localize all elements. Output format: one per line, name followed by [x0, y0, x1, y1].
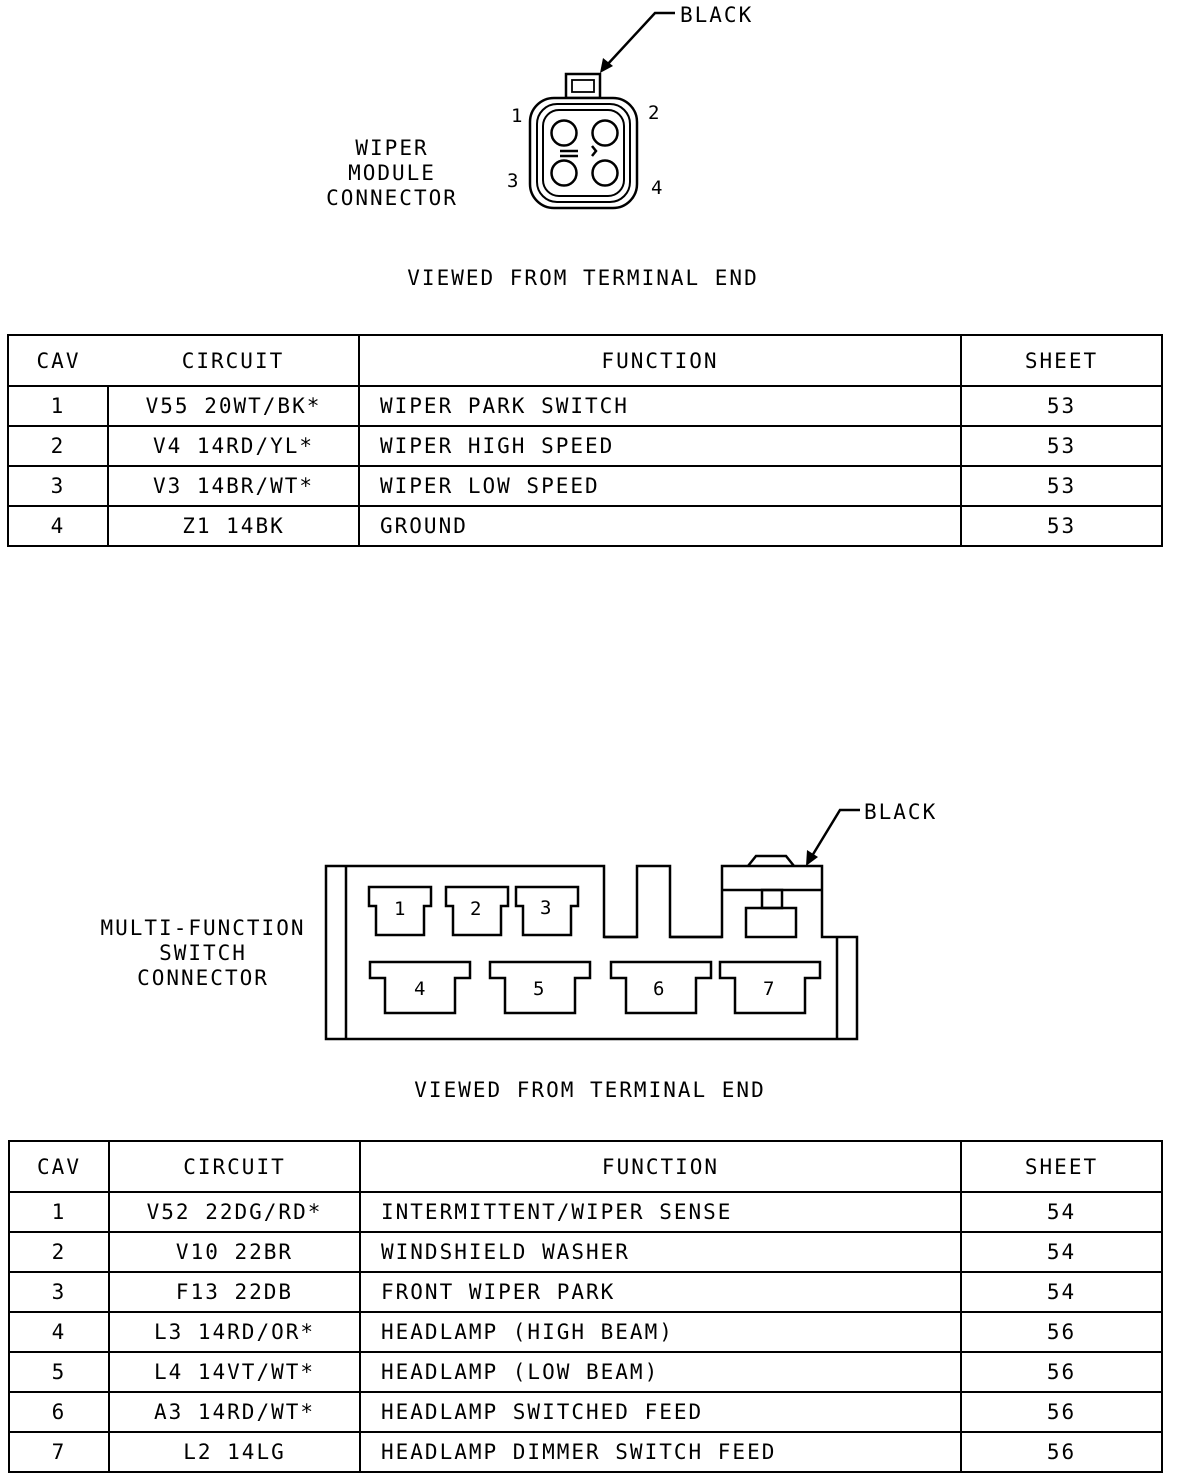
table-row — [9, 1392, 1162, 1432]
circuit-cell: L3 14RD/OR* — [109, 1312, 360, 1352]
function-cell: FRONT WIPER PARK — [360, 1272, 961, 1312]
circuit-cell: Z1 14BK — [108, 506, 359, 546]
table-row — [9, 1312, 1162, 1352]
cav-cell: 2 — [8, 426, 108, 466]
circuit-cell: V52 22DG/RD* — [109, 1192, 360, 1232]
table-row — [9, 1192, 1162, 1232]
sheet-cell: 53 — [961, 426, 1162, 466]
cav-cell: 1 — [8, 386, 108, 426]
multifunction-table-header-row — [9, 1141, 1162, 1192]
function-cell: WINDSHIELD WASHER — [360, 1232, 961, 1272]
cav-cell: 4 — [9, 1312, 109, 1352]
wiper-connector-label-line-3: CONNECTOR — [326, 186, 458, 210]
multifunction-connector-label-line-2: SWITCH — [159, 941, 247, 965]
function-cell: INTERMITTENT/WIPER SENSE — [360, 1192, 961, 1232]
multifunction-pin-label-1: 1 — [394, 898, 406, 920]
function-cell: HEADLAMP (HIGH BEAM) — [360, 1312, 961, 1352]
function-cell: HEADLAMP (LOW BEAM) — [360, 1352, 961, 1392]
multifunction-connector-label-line-1: MULTI-FUNCTION — [100, 916, 306, 940]
table-row — [9, 1352, 1162, 1392]
multifunction-pin-label-6: 6 — [653, 978, 665, 1000]
multifunction-header-cav: CAV — [9, 1141, 109, 1192]
multifunction-pin-label-7: 7 — [763, 978, 775, 1000]
sheet-cell: 53 — [961, 506, 1162, 546]
multifunction-pin-label-4: 4 — [414, 978, 426, 1000]
function-cell: WIPER LOW SPEED — [359, 466, 961, 506]
cav-cell: 3 — [8, 466, 108, 506]
multifunction-cavity-table — [8, 1140, 1163, 1473]
sheet-cell: 56 — [961, 1352, 1162, 1392]
multifunction-latch — [748, 856, 794, 866]
wiper-callout-label: BLACK — [680, 3, 754, 27]
function-cell: GROUND — [359, 506, 961, 546]
cav-cell: 7 — [9, 1432, 109, 1472]
sheet-cell: 54 — [961, 1192, 1162, 1232]
multifunction-pin-label-3: 3 — [540, 897, 552, 919]
wiper-pin-label-2: 2 — [648, 102, 660, 124]
circuit-cell: F13 22DB — [109, 1272, 360, 1312]
sheet-cell: 54 — [961, 1232, 1162, 1272]
wiper-header-sheet: SHEET — [961, 335, 1162, 386]
sheet-cell: 56 — [961, 1312, 1162, 1352]
circuit-cell: A3 14RD/WT* — [109, 1392, 360, 1432]
circuit-cell: V4 14RD/YL* — [108, 426, 359, 466]
wiper-connector-label-line-1: WIPER — [355, 136, 429, 160]
wiper-pin-label-4: 4 — [651, 177, 663, 199]
cav-cell: 3 — [9, 1272, 109, 1312]
cav-cell: 5 — [9, 1352, 109, 1392]
table-row — [9, 1432, 1162, 1472]
sheet-cell: 54 — [961, 1272, 1162, 1312]
wiper-header-circuit: CIRCUIT — [108, 335, 359, 386]
cav-cell: 4 — [8, 506, 108, 546]
wiper-header-cav: CAV — [8, 335, 108, 386]
multifunction-header-sheet: SHEET — [961, 1141, 1162, 1192]
circuit-cell: L2 14LG — [109, 1432, 360, 1472]
table-row — [9, 1272, 1162, 1312]
function-cell: HEADLAMP DIMMER SWITCH FEED — [360, 1432, 961, 1472]
multifunction-connector-label — [100, 916, 306, 991]
wiper-connector-label-line-2: MODULE — [348, 161, 436, 185]
multifunction-header-circuit: CIRCUIT — [109, 1141, 360, 1192]
sheet-cell: 53 — [961, 466, 1162, 506]
multifunction-callout-label: BLACK — [864, 800, 938, 824]
sheet-cell: 56 — [961, 1432, 1162, 1472]
multifunction-connector-label-line-3: CONNECTOR — [137, 966, 269, 990]
sheet-cell: 56 — [961, 1392, 1162, 1432]
table-row — [9, 1232, 1162, 1272]
circuit-cell: L4 14VT/WT* — [109, 1352, 360, 1392]
wiper-pin-label-3: 3 — [507, 170, 519, 192]
wiper-header-function: FUNCTION — [359, 335, 961, 386]
sheet-cell: 53 — [961, 386, 1162, 426]
wiper-pin-label-1: 1 — [511, 105, 523, 127]
multifunction-view-note: VIEWED FROM TERMINAL END — [414, 1078, 766, 1102]
function-cell: WIPER PARK SWITCH — [359, 386, 961, 426]
wiper-view-note: VIEWED FROM TERMINAL END — [407, 266, 759, 290]
function-cell: HEADLAMP SWITCHED FEED — [360, 1392, 961, 1432]
multifunction-header-function: FUNCTION — [360, 1141, 961, 1192]
multifunction-callout-leader — [812, 810, 860, 856]
circuit-cell: V10 22BR — [109, 1232, 360, 1272]
multifunction-pin-label-2: 2 — [470, 898, 482, 920]
circuit-cell: V55 20WT/BK* — [108, 386, 359, 426]
cav-cell: 6 — [9, 1392, 109, 1432]
multifunction-callout-arrowhead — [806, 850, 818, 866]
multifunction-pin-label-5: 5 — [533, 978, 545, 1000]
function-cell: WIPER HIGH SPEED — [359, 426, 961, 466]
cav-cell: 2 — [9, 1232, 109, 1272]
circuit-cell: V3 14BR/WT* — [108, 466, 359, 506]
cav-cell: 1 — [9, 1192, 109, 1232]
